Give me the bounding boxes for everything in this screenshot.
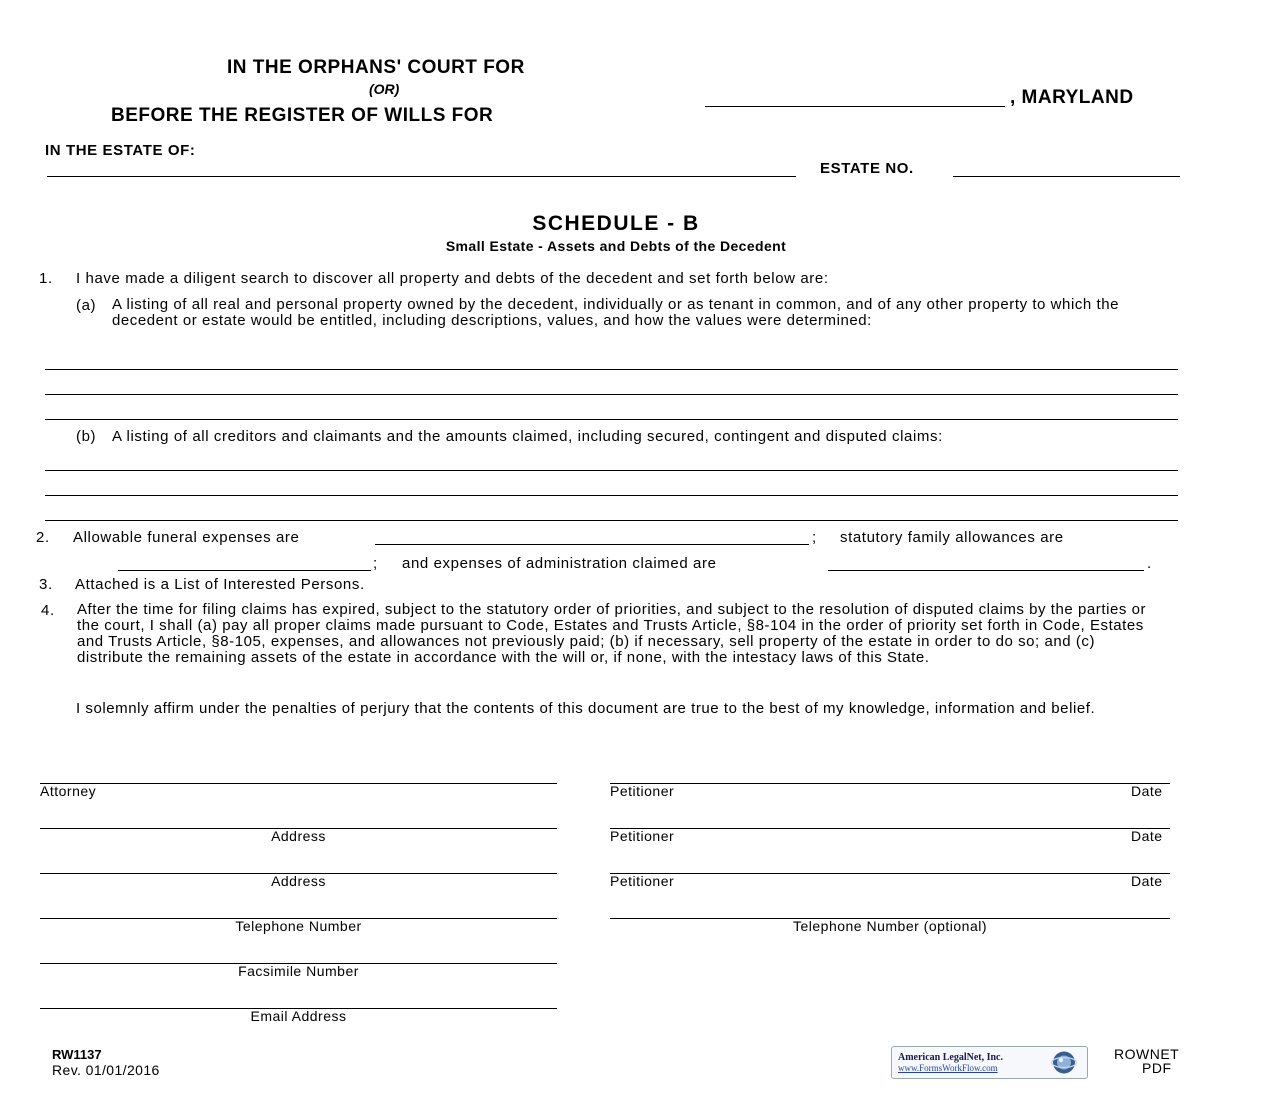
maryland-label: , MARYLAND	[1010, 87, 1134, 108]
schedule-title: SCHEDULE - B	[532, 212, 700, 235]
creditor-line-3[interactable]	[45, 520, 1178, 521]
allowances-label: statutory family allowances are	[840, 529, 1064, 546]
address-label-2: Address	[271, 873, 326, 889]
item-1-text: I have made a diligent search to discover all property and debts of the decedent and set forth below are:	[76, 270, 829, 287]
telephone-optional-label: Telephone Number (optional)	[792, 918, 988, 934]
estate-of-label: IN THE ESTATE OF:	[45, 142, 196, 159]
date-label-3: Date	[1131, 873, 1163, 889]
estate-name-line[interactable]	[47, 176, 796, 177]
property-line-2[interactable]	[45, 394, 1178, 395]
item-1a-label: (a)	[76, 297, 97, 314]
form-id: RW1137	[52, 1047, 102, 1062]
petitioner-line-2[interactable]	[610, 828, 1170, 829]
date-label-1: Date	[1131, 783, 1163, 799]
attorney-label: Attorney	[40, 783, 97, 799]
item-1-number: 1.	[39, 270, 53, 287]
petitioner-line-3[interactable]	[610, 873, 1170, 874]
address-label-1: Address	[271, 828, 326, 844]
date-label-2: Date	[1131, 828, 1163, 844]
globe-icon	[1049, 1049, 1079, 1076]
admin-expenses-line[interactable]	[828, 570, 1144, 571]
schedule-subtitle: Small Estate - Assets and Debts of the Decedent	[445, 238, 787, 254]
creditor-line-1[interactable]	[45, 470, 1178, 471]
rownet-label: ROWNET	[1114, 1046, 1180, 1062]
period: .	[1147, 555, 1152, 572]
funeral-label: Allowable funeral expenses are	[73, 529, 300, 546]
admin-label: and expenses of administration claimed are	[402, 555, 717, 572]
funeral-expenses-line[interactable]	[375, 544, 809, 545]
register-line: BEFORE THE REGISTER OF WILLS FOR	[111, 105, 494, 126]
american-legalnet-logo	[891, 1046, 1088, 1079]
item-1b-text: A listing of all creditors and claimants and the amounts claimed, including secured, contingent and disputed claims:	[112, 428, 943, 445]
estate-no-label: ESTATE NO.	[820, 160, 914, 177]
estate-no-line[interactable]	[953, 176, 1180, 177]
pdf-label: PDF	[1142, 1060, 1172, 1076]
allowances-line[interactable]	[118, 570, 371, 571]
semicolon-1: ;	[812, 529, 817, 546]
petitioner-line-1[interactable]	[610, 783, 1170, 784]
court-line: IN THE ORPHANS' COURT FOR	[227, 57, 525, 78]
county-field-line[interactable]	[705, 106, 1005, 107]
petitioner-label-3: Petitioner	[610, 873, 675, 889]
affirmation-text: I solemnly affirm under the penalties of perjury that the contents of this document are true to the best of my knowledge, information and belief.	[76, 700, 1096, 717]
email-label: Email Address	[250, 1008, 347, 1024]
facsimile-label: Facsimile Number	[238, 963, 359, 979]
item-4-number: 4.	[41, 602, 55, 619]
item-1a-text: A listing of all real and personal property owned by the decedent, individually or as tenant in common, and of any other property to which the decedent or estate would be entitled, including descriptions, values, and how the values were determined:	[112, 296, 1119, 329]
property-line-1[interactable]	[45, 369, 1178, 370]
attorney-signature-line[interactable]	[40, 783, 557, 784]
item-1b-label: (b)	[76, 428, 97, 445]
logo-name: American LegalNet, Inc.	[898, 1052, 1003, 1063]
or-line: (OR)	[369, 81, 400, 97]
logo-url: www.FormsWorkFlow.com	[898, 1063, 998, 1073]
item-2-number: 2.	[36, 529, 50, 546]
item-3-number: 3.	[39, 576, 53, 593]
semicolon-2: ;	[373, 555, 378, 572]
item-4-text: After the time for filing claims has expired, subject to the statutory order of priorities, and subject to the resolution of disputed claims by the parties or the court, I shall (a) pay all proper claims made pursuant to Code, Estates and Trusts Article, §8-104 in the order of priority set forth in Code, Estates and Trusts Article, §8-105, expenses, and allowances not previously paid; (b) if necessary, sell property of the estate in order to do so; and (c) distribute the remaining assets of the estate in accordance with the will or, if none, with the intestacy laws of this State.	[77, 601, 1147, 666]
item-3-text: Attached is a List of Interested Persons.	[75, 576, 365, 593]
revision-date: Rev. 01/01/2016	[52, 1062, 160, 1078]
creditor-line-2[interactable]	[45, 495, 1178, 496]
petitioner-label-2: Petitioner	[610, 828, 675, 844]
petitioner-label-1: Petitioner	[610, 783, 675, 799]
telephone-label: Telephone Number	[235, 918, 362, 934]
property-line-3[interactable]	[45, 419, 1178, 420]
